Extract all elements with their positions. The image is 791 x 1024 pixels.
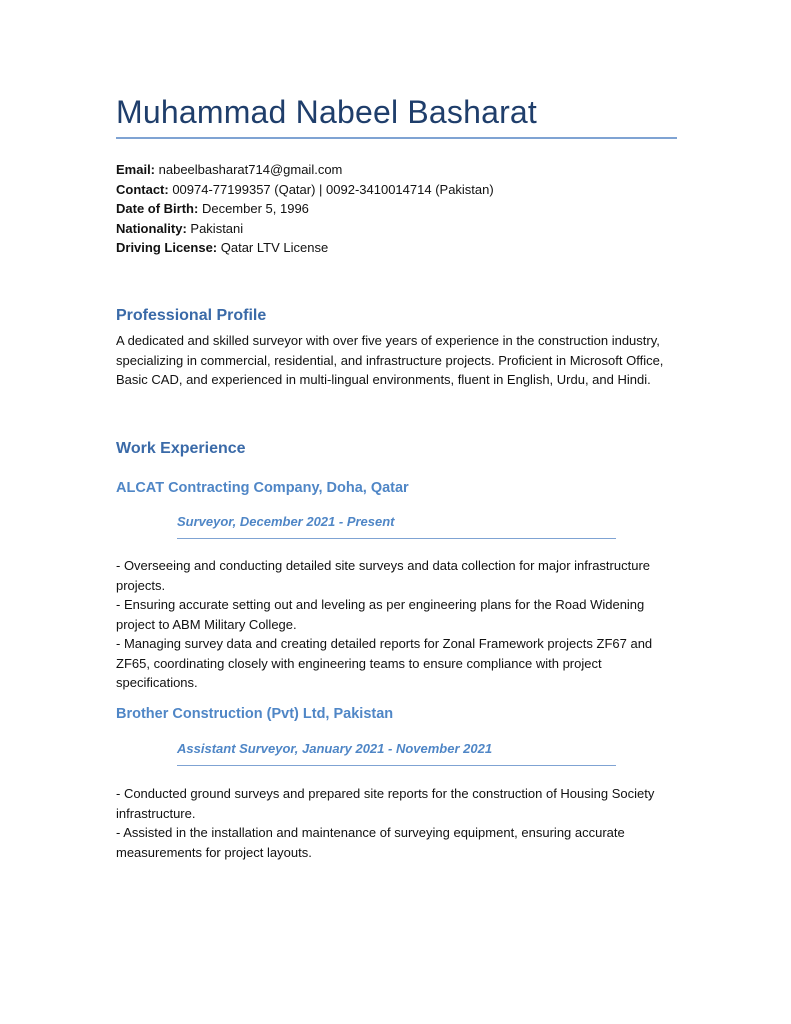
job-2-company: Brother Construction (Pvt) Ltd, Pakistan [116, 706, 394, 722]
nationality-value: Pakistani [186, 220, 244, 236]
name-underline [116, 137, 677, 139]
list-item: - Ensuring accurate setting out and leveling as per engineering plans for the Road Widening project to ABM Military College. [116, 597, 645, 632]
nationality-label: Nationality: [116, 220, 187, 236]
profile-text: A dedicated and skilled surveyor with over five years of experience in the construction industry, specializing in commercial, residential, and infrastructure projects. Proficient in Microsoft Office, Basic CAD, and experienced in multi-lingual environments, fluent in English, Urdu, and Hindi. [116, 333, 664, 387]
candidate-name: Muhammad Nabeel Basharat [116, 94, 538, 130]
job-2-bullets [116, 784, 676, 862]
phone-value: 00974-77199357 (Qatar) | 0092-3410014714 (Pakistan) [168, 181, 494, 197]
job-1-role-underline [177, 538, 616, 539]
job-1-bullets [116, 556, 676, 693]
dob-label: Date of Birth: [116, 201, 199, 216]
list-item: - Conducted ground surveys and prepared site reports for the construction of Housing Society infrastructure. [116, 786, 655, 821]
list-item: - Overseeing and conducting detailed site surveys and data collection for major infrastructure projects. [116, 558, 651, 593]
license-row [116, 238, 494, 258]
job-2-role: Assistant Surveyor, January 2021 - November 2021 [177, 741, 493, 756]
work-experience-heading: Work Experience [116, 440, 246, 457]
email-label: Email: [116, 162, 156, 177]
job-1-role: Surveyor, December 2021 - Present [177, 514, 395, 529]
job-1-company: ALCAT Contracting Company, Doha, Qatar [116, 480, 409, 496]
nationality-row [116, 219, 494, 239]
license-value: Qatar LTV License [217, 240, 329, 255]
profile-heading: Professional Profile [116, 307, 267, 324]
dob-value: December 5, 1996 [198, 201, 309, 216]
contact-block [116, 160, 494, 258]
email-row [116, 160, 494, 180]
email-value[interactable]: nabeelbasharat714@gmail.com [155, 162, 343, 177]
phone-row [116, 180, 494, 200]
phone-label: Contact: [116, 181, 169, 197]
dob-row [116, 199, 494, 219]
list-item: - Assisted in the installation and maintenance of surveying equipment, ensuring accurate measurements for project layouts. [116, 825, 625, 860]
job-2-role-underline [177, 765, 616, 766]
list-item: - Managing survey data and creating detailed reports for Zonal Framework projects ZF67 and ZF65, coordinating closely with engineering teams to ensure compliance with project specifications. [116, 636, 653, 690]
license-label: Driving License: [116, 240, 218, 255]
